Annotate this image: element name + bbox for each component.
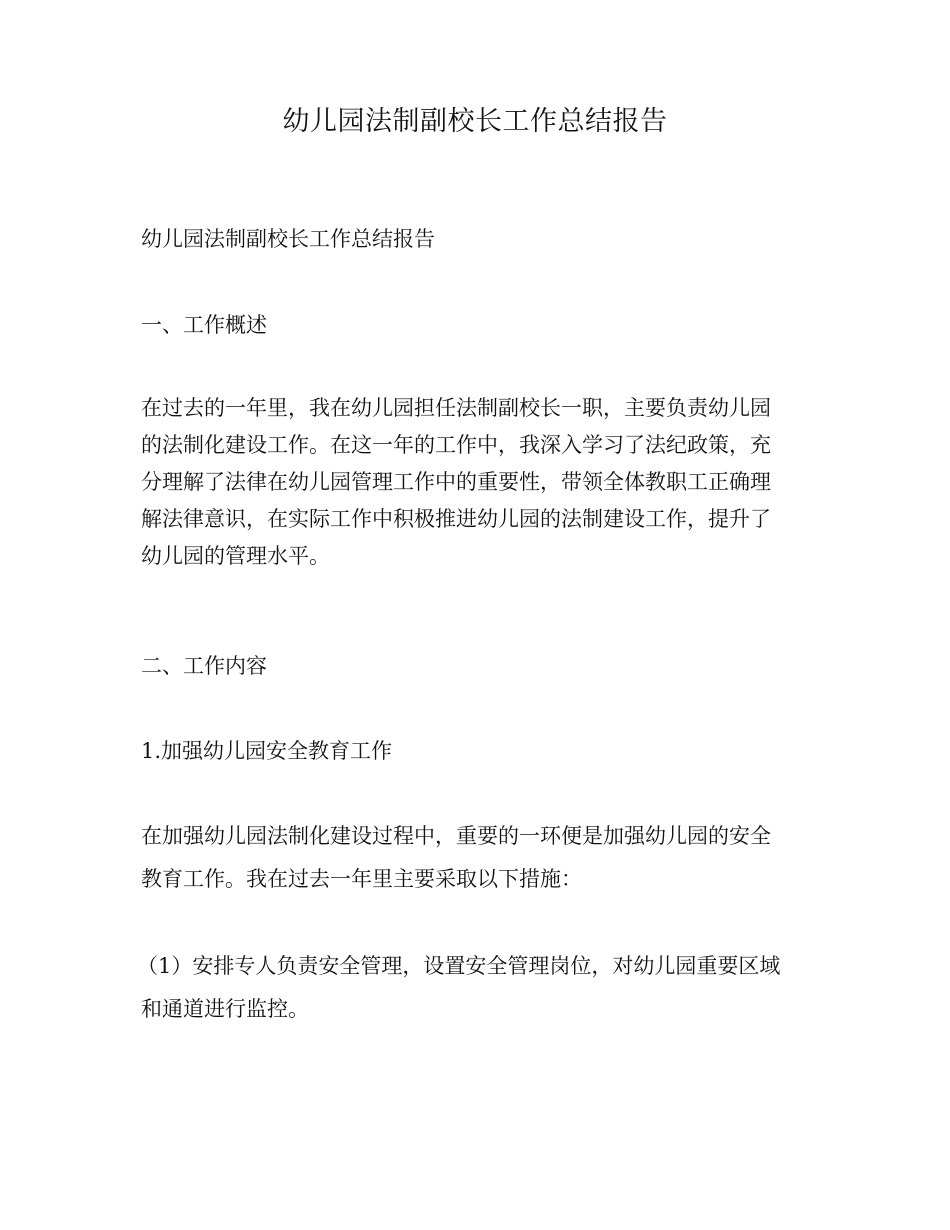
paragraph-line: 在过去的一年里，我在幼儿园担任法制副校长一职，主要负责幼儿园 [141, 396, 771, 420]
paragraph-line: 解法律意识，在实际工作中积极推进幼儿园的法制建设工作，提升了 [141, 507, 771, 531]
paragraph-line: 幼儿园的管理水平。 [141, 544, 330, 568]
section-heading-overview: 一、工作概述 [141, 313, 267, 337]
document-title: 幼儿园法制副校长工作总结报告 [282, 106, 668, 137]
section-heading-content: 二、工作内容 [141, 654, 267, 678]
overview-paragraph [141, 393, 806, 572]
paragraph-line: 的法制化建设工作。在这一年的工作中，我深入学习了法纪政策，充 [141, 433, 771, 457]
subsection-heading-safety: 1.加强幼儿园安全教育工作 [141, 739, 393, 763]
paragraph-line: 和通道进行监控。 [141, 997, 309, 1021]
paragraph-line: （1）安排专人负责安全管理，设置安全管理岗位，对幼儿园重要区域 [137, 954, 781, 978]
safety-paragraph [141, 821, 806, 895]
document-subtitle: 幼儿园法制副校长工作总结报告 [141, 227, 435, 251]
paragraph-line: 分理解了法律在幼儿园管理工作中的重要性，带领全体教职工正确理 [141, 470, 771, 494]
measure-1-paragraph [137, 951, 802, 1025]
paragraph-line: 教育工作。我在过去一年里主要采取以下措施： [141, 867, 582, 891]
paragraph-line: 在加强幼儿园法制化建设过程中，重要的一环便是加强幼儿园的安全 [141, 824, 771, 848]
